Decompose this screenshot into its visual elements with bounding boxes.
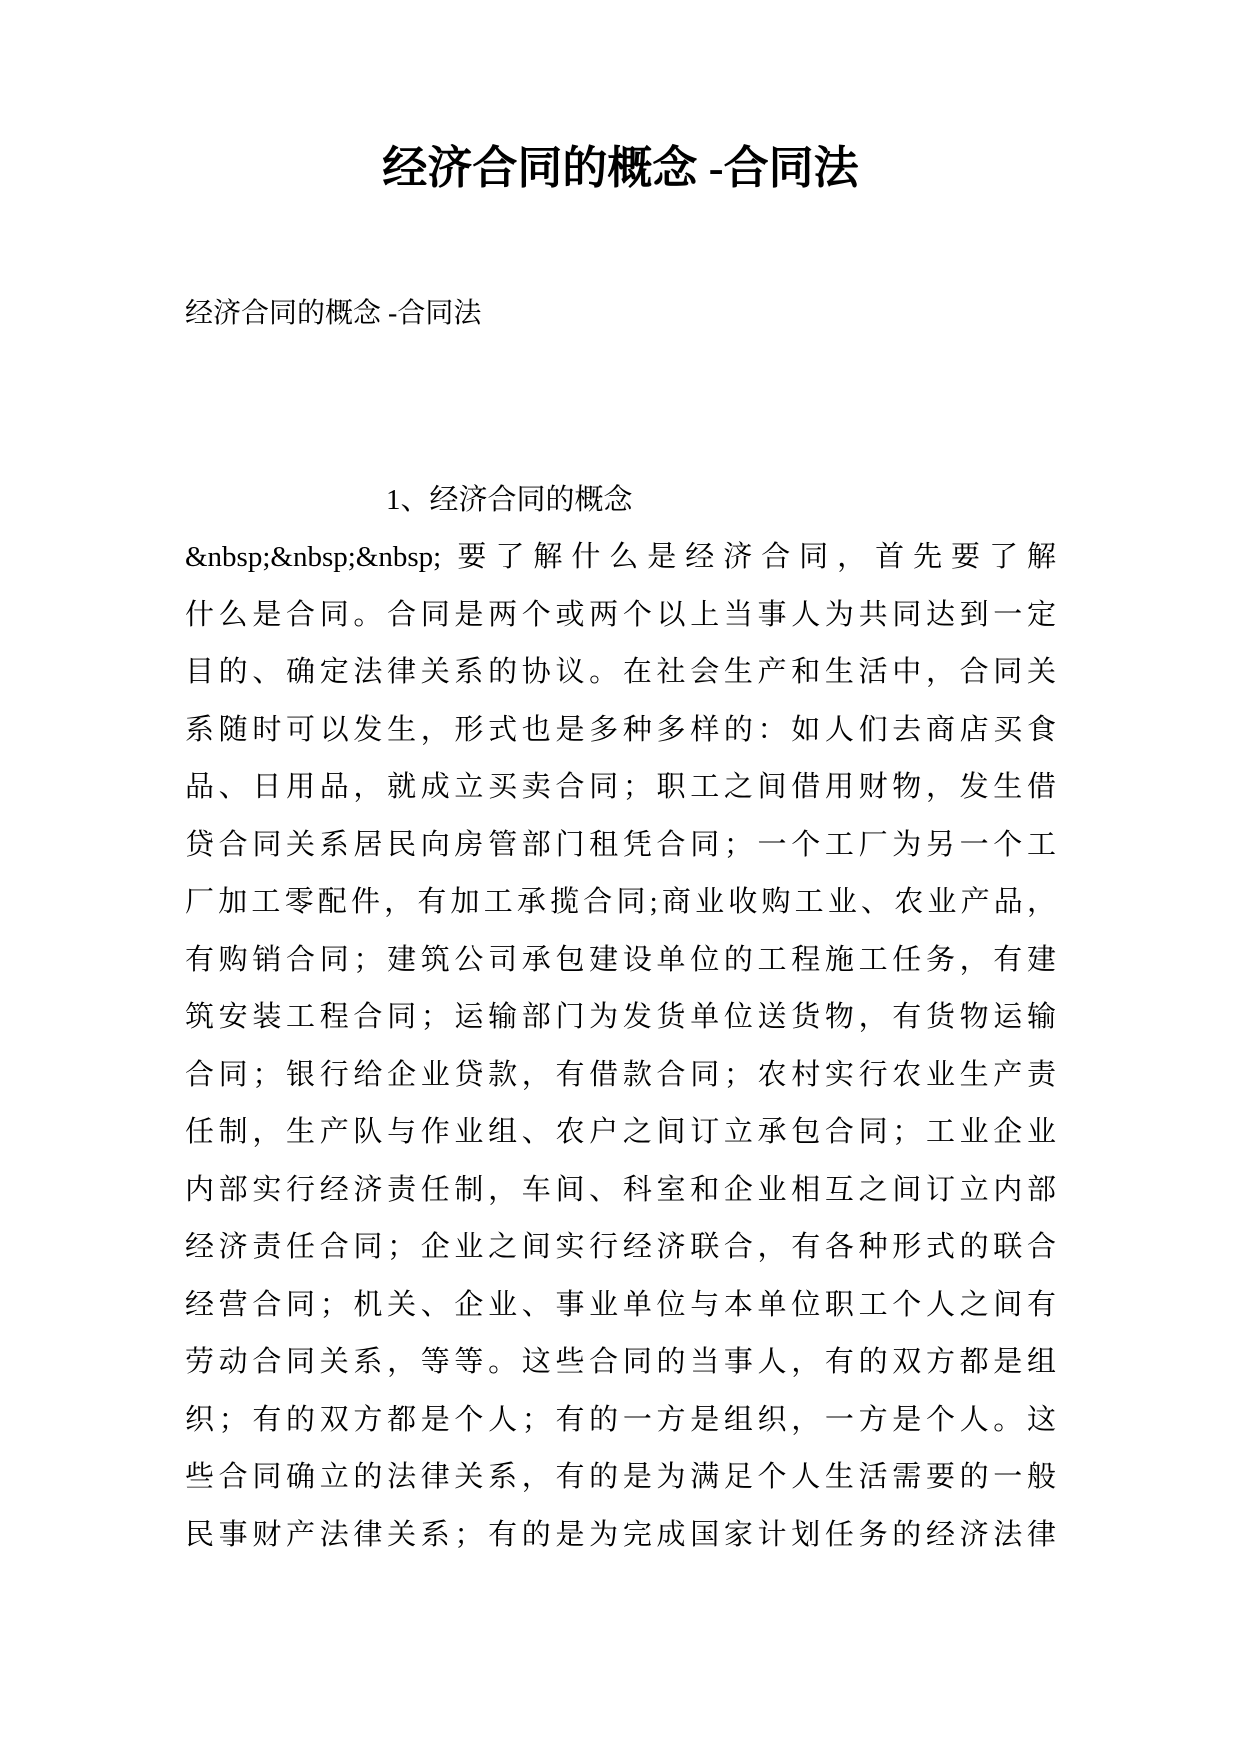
body-line: 经营合同；机关、企业、事业单位与本单位职工个人之间有 bbox=[185, 1288, 1056, 1321]
body-line: 劳动合同关系，等等。这些合同的当事人，有的双方都是组 bbox=[185, 1346, 1056, 1378]
subtitle: 经济合同的概念 -合同法 bbox=[185, 297, 482, 329]
article-body bbox=[185, 472, 1056, 1565]
body-line: &nbsp;&nbsp;&nbsp; 要了解什么是经济合同，首先要了解 bbox=[185, 541, 1056, 573]
body-line: 合同；银行给企业贷款，有借款合同；农村实行农业生产责 bbox=[185, 1058, 1056, 1091]
body-line: 任制，生产队与作业组、农户之间订立承包合同；工业企业 bbox=[185, 1116, 1056, 1148]
body-line: 目的、确定法律关系的协议。在社会生产和生活中，合同关 bbox=[185, 656, 1056, 688]
body-line: 什么是合同。合同是两个或两个以上当事人为共同达到一定 bbox=[185, 598, 1056, 631]
section-heading: 1、经济合同的概念 bbox=[386, 483, 633, 516]
body-line: 筑安装工程合同；运输部门为发货单位送货物，有货物运输 bbox=[185, 1001, 1056, 1033]
body-line: 织；有的双方都是个人；有的一方是组织，一方是个人。这 bbox=[185, 1403, 1056, 1436]
body-line: 内部实行经济责任制，车间、科室和企业相互之间订立内部 bbox=[185, 1173, 1056, 1206]
body-paragraph bbox=[185, 529, 1056, 1564]
body-line: 厂加工零配件，有加工承揽合同;商业收购工业、农业产品， bbox=[185, 886, 1056, 918]
body-line: 有购销合同；建筑公司承包建设单位的工程施工任务，有建 bbox=[185, 943, 1056, 976]
body-line: 经济责任合同；企业之间实行经济联合，有各种形式的联合 bbox=[185, 1231, 1056, 1263]
body-line: 些合同确立的法律关系，有的是为满足个人生活需要的一般 bbox=[185, 1461, 1056, 1493]
body-line: 贷合同关系居民向房管部门租凭合同；一个工厂为另一个工 bbox=[185, 828, 1056, 861]
body-line: 民事财产法律关系；有的是为完成国家计划任务的经济法律 bbox=[185, 1518, 1056, 1551]
body-line: 品、日用品，就成立买卖合同；职工之间借用财物，发生借 bbox=[185, 771, 1056, 803]
body-line: 系随时可以发生，形式也是多种多样的：如人们去商店买食 bbox=[185, 713, 1056, 746]
page-title: 经济合同的概念 -合同法 bbox=[382, 143, 859, 193]
